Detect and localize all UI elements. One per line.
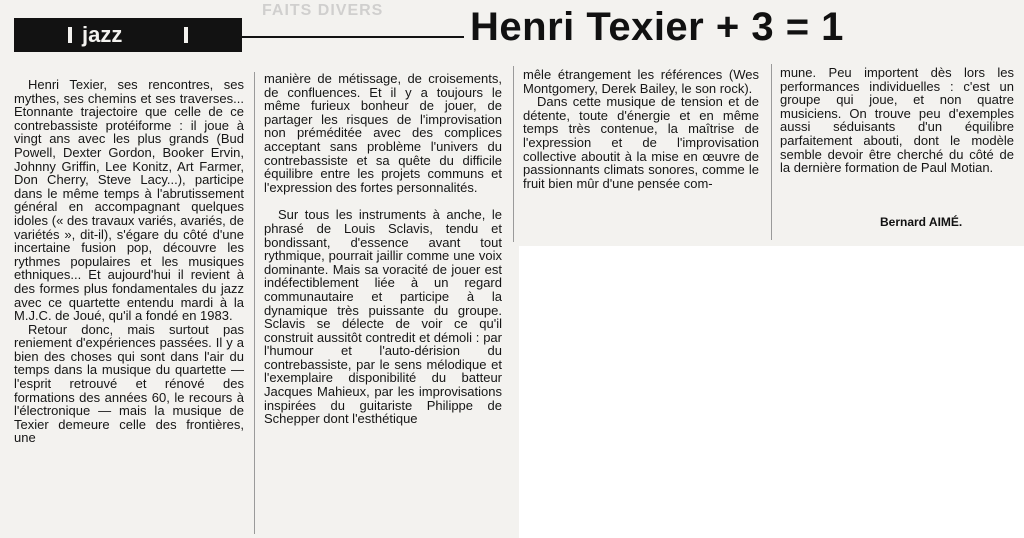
headline-rule — [242, 36, 464, 38]
column-divider — [771, 64, 772, 240]
paragraph: mêle étrangement les références (Wes Montgomery, Derek Bailey, le son rock). — [523, 67, 759, 96]
paragraph: Henri Texier, ses rencontres, ses mythes, ses chemins et ses traverses... Etonnante trajectoire que celle de ce contrebassiste protéiforme : il joue à vingt ans avec les plus grands (Bud Powell, Dexter Gordon, Booker Ervin, Johnny Griffin, Lee Konitz, Art Farmer, Don Cherry, Steve Lacy...), participe dans le même temps à l'abrutissement général en accompagnant quelques idoles (« des travaux variés, avariés, de variétés », dit-il), s'égare du côté d'une incertaine fusion pop, découvre les rythmes populaires et les musiques ethniques... Et aujourd'hui il revient à des formes plus fondamentales du jazz avec ce quartette entendu mardi à la M.J.C. de Joué, qu'il a fondé en 1983. — [14, 77, 244, 324]
bleed-through-text: FAITS DIVERS — [262, 2, 384, 19]
paragraph: Dans cette musique de tension et de détente, toute d'énergie et en même temps très contenue, la maîtrise de l'expression et de l'improvisation collective aboutit à la mise en œuvre de passionnants climats sonores, comme le fruit bien mûr d'une pensée com- — [523, 94, 759, 191]
paragraph: Sur tous les instruments à anche, le phrasé de Louis Sclavis, tendu et bondissant, d'essence avant tout rythmique, pourrait jaillir comme une voix dominante. Mais sa voracité de jouer est indéfectiblement liée à un regard communautaire et participe à la dynamique très puissante du groupe. Sclavis se délecte de voir ce qu'il construit aussitôt contredit et démoli : par l'humour et l'auto-dérision du contrebassiste, par le sens mélodique et l'exemplaire disponibilité du batteur Jacques Mahieux, par les improvisations inspirées du guitariste Philippe de Schepper dont l'esthétique — [264, 207, 502, 427]
column-divider — [254, 72, 255, 534]
blank-area — [519, 246, 1024, 538]
paragraph: manière de métissage, de croisements, de confluences. Et il y a toujours le même furieux bonheur de jouer, de partager les risques de l'improvisation non préméditée avec des complices acceptant sans problème l'univers du contrebassiste et sa quête du difficile équilibre entre les projets communs et l'expression des fortes personnalités. — [264, 71, 502, 195]
headline: Henri Texier + 3 = 1 — [470, 5, 844, 49]
article-column-4 — [780, 66, 1014, 175]
article-column-2 — [264, 72, 502, 426]
paragraph: Retour donc, mais surtout pas reniement d'expériences passées. Il y a bien des choses qui sont dans l'air du temps dans la musique du quartette — l'esprit retrouvé et rénové des formations des années 60, le recours à l'électronique — mais la musique de Texier demeure celle des frontières, une — [14, 321, 244, 446]
paragraph: mune. Peu importent dès lors les performances individuelles : c'est un groupe qui joue, et non quatre musiciens. On trouve peu d'exemples aussi séduisants d'un équilibre parfaitement abouti, dont le modèle semble devoir être cherché du côté de la dernière formation de Paul Motian. — [780, 65, 1014, 176]
rubric-label: jazz — [82, 22, 123, 47]
byline-signature: Bernard AIMÉ. — [880, 215, 963, 229]
rubric-mark-left — [68, 27, 72, 43]
column-divider — [513, 66, 514, 242]
rubric-mark-right — [184, 27, 188, 43]
article-column-1 — [14, 78, 244, 445]
article-column-3 — [523, 68, 759, 190]
section-rubric — [14, 18, 242, 52]
